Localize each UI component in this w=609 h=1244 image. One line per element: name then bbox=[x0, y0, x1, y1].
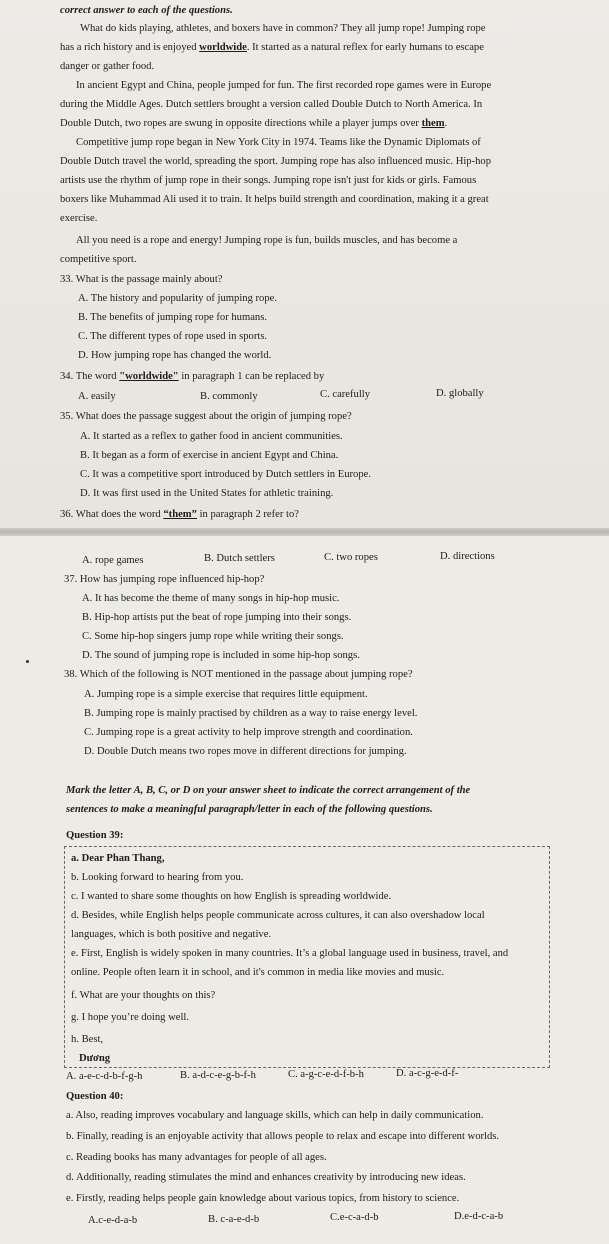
option-c[interactable]: C. The different types of rope used in sports. bbox=[78, 331, 268, 342]
question-36-stem: 36. What does the word “them” in paragraph 2 refer to? bbox=[60, 509, 299, 520]
sentence-a: a. Also, reading improves vocabulary and language skills, which can help in daily communication. bbox=[66, 1110, 484, 1121]
option-d[interactable]: D. Double Dutch means two ropes move in different directions for jumping. bbox=[84, 746, 407, 757]
pen-dot-mark bbox=[26, 660, 29, 663]
letter-item-d-line1: d. Besides, while English helps people communicate across cultures, it can also overshadow local bbox=[71, 910, 485, 921]
option-a[interactable]: A. easily bbox=[78, 391, 116, 402]
instruction-tail: correct answer to each of the questions. bbox=[60, 5, 233, 16]
passage-p2-line1: In ancient Egypt and China, people jumped for fun. The first recorded rope games were in Europe bbox=[76, 80, 492, 91]
passage-p2-line2: during the Middle Ages. Dutch settlers brought a version called Double Dutch to North America. In bbox=[60, 99, 483, 110]
option-d[interactable]: D. How jumping rope has changed the world. bbox=[78, 350, 272, 361]
question-39-letter-box bbox=[64, 846, 550, 1068]
option-b[interactable]: B. commonly bbox=[200, 391, 258, 402]
option-d[interactable]: D. It was first used in the United States for athletic training. bbox=[80, 488, 334, 499]
option-c[interactable]: C. carefully bbox=[320, 389, 371, 400]
sentence-c: c. Reading books has many advantages for people of all ages. bbox=[66, 1152, 327, 1163]
letter-item-f: f. What are your thoughts on this? bbox=[71, 990, 216, 1001]
option-b[interactable]: B. Jumping rope is mainly practised by children as a way to raise energy level. bbox=[84, 708, 418, 719]
question-stem: 37. How has jumping rope influenced hip-hop? bbox=[64, 574, 265, 585]
passage-p3-line1: Competitive jump rope began in New York City in 1974. Teams like the Dynamic Diplomats of bbox=[76, 137, 481, 148]
question-stem: 33. What is the passage mainly about? bbox=[60, 274, 223, 285]
sentence-e: e. Firstly, reading helps people gain knowledge about various topics, from history to science. bbox=[66, 1193, 460, 1204]
passage-p4-line1: All you need is a rope and energy! Jumping rope is fun, builds muscles, and has become a bbox=[76, 235, 458, 246]
question-40-title: Question 40: bbox=[66, 1091, 124, 1102]
passage-p2-line3: Double Dutch, two ropes are swung in opposite directions while a player jumps over them. bbox=[60, 118, 448, 129]
option-b[interactable]: B. It began as a form of exercise in ancient Egypt and China. bbox=[80, 450, 339, 461]
option-d[interactable]: D. The sound of jumping rope is included in some hip-hop songs. bbox=[82, 650, 360, 661]
option-d[interactable]: D. directions bbox=[440, 551, 495, 562]
option-d[interactable]: D. globally bbox=[436, 388, 484, 399]
passage-p1-line1: What do kids playing, athletes, and boxers have in common? They all jump rope! Jumping rope bbox=[80, 23, 486, 34]
letter-item-d-line2: languages, which is both positive and negative. bbox=[71, 929, 272, 940]
letter-item-a: a. Dear Phan Thang, bbox=[71, 853, 165, 864]
option-a[interactable]: A. Jumping rope is a simple exercise that requires little equipment. bbox=[84, 689, 368, 700]
question-stem: 38. Which of the following is NOT mentioned in the passage about jumping rope? bbox=[64, 669, 413, 680]
option-a[interactable]: A. It started as a reflex to gather food in ancient communities. bbox=[80, 431, 343, 442]
option-a[interactable]: A. The history and popularity of jumping rope. bbox=[78, 293, 277, 304]
passage-p3-line3: artists use the rhythm of jump rope in their songs. Jumping rope isn't just for kids or girls. Famous bbox=[60, 175, 477, 186]
option-c[interactable]: C. two ropes bbox=[324, 552, 378, 563]
option-b[interactable]: B. Dutch settlers bbox=[204, 553, 275, 564]
highlighted-word-them: them bbox=[421, 118, 445, 129]
passage-p3-line4: boxers like Muhammad Ali used it to train. It helps build strength and coordination, making it a great bbox=[60, 194, 489, 205]
section-instruction-line2: sentences to make a meaningful paragraph/letter in each of the following questions. bbox=[66, 804, 433, 815]
letter-item-e-line1: e. First, English is widely spoken in many countries. It’s a global language used in business, travel, and bbox=[71, 948, 509, 959]
passage-p3-line2: Double Dutch travel the world, spreading the sport. Jumping rope has also influenced music. Hip-hop bbox=[60, 156, 492, 167]
question-39-title: Question 39: bbox=[66, 830, 124, 841]
sentence-d: d. Additionally, reading stimulates the mind and enhances creativity by introducing new ideas. bbox=[66, 1172, 466, 1183]
option-c[interactable]: C. Some hip-hop singers jump rope while writing their songs. bbox=[82, 631, 344, 642]
option-b[interactable]: B. c-a-e-d-b bbox=[208, 1214, 260, 1225]
option-d[interactable]: D.e-d-c-a-b bbox=[454, 1211, 504, 1222]
letter-signature: Dương bbox=[79, 1053, 111, 1064]
passage-p1-line2: has a rich history and is enjoyed worldwide. It started as a natural reflex for early humans to escape bbox=[60, 42, 484, 53]
highlighted-word-worldwide: worldwide bbox=[199, 42, 247, 53]
passage-p1-line3: danger or gather food. bbox=[60, 61, 155, 72]
sentence-b: b. Finally, reading is an enjoyable activity that allows people to relax and escape into different worlds. bbox=[66, 1131, 500, 1142]
option-d[interactable]: D. a-c-g-e-d-f- bbox=[396, 1068, 459, 1079]
letter-item-c: c. I wanted to share some thoughts on how English is spreading worldwide. bbox=[71, 891, 392, 902]
option-c[interactable]: C. It was a competitive sport introduced by Dutch settlers in Europe. bbox=[80, 469, 371, 480]
section-instruction-line1: Mark the letter A, B, C, or D on your answer sheet to indicate the correct arrangement of the bbox=[66, 785, 471, 796]
option-a[interactable]: A. a-e-c-d-b-f-g-h bbox=[66, 1071, 143, 1082]
option-a[interactable]: A. It has become the theme of many songs in hip-hop music. bbox=[82, 593, 340, 604]
letter-item-g: g. I hope you’re doing well. bbox=[71, 1012, 189, 1023]
passage-p4-line2: competitive sport. bbox=[60, 254, 137, 265]
question-stem: 35. What does the passage suggest about the origin of jumping rope? bbox=[60, 411, 352, 422]
option-b[interactable]: B. The benefits of jumping rope for humans. bbox=[78, 312, 267, 323]
option-b[interactable]: B. Hip-hop artists put the beat of rope jumping into their songs. bbox=[82, 612, 352, 623]
option-b[interactable]: B. a-d-c-e-g-b-f-h bbox=[180, 1070, 256, 1081]
option-c[interactable]: C.e-c-a-d-b bbox=[330, 1212, 379, 1223]
option-a[interactable]: A. rope games bbox=[82, 555, 144, 566]
passage-p3-line5: exercise. bbox=[60, 213, 98, 224]
letter-item-h: h. Best, bbox=[71, 1034, 104, 1045]
option-c[interactable]: C. Jumping rope is a great activity to help improve strength and coordination. bbox=[84, 727, 413, 738]
option-a[interactable]: A.c-e-d-a-b bbox=[88, 1215, 138, 1226]
worksheet-top-sheet bbox=[0, 0, 609, 530]
option-c[interactable]: C. a-g-c-e-d-f-b-h bbox=[288, 1069, 364, 1080]
letter-item-b: b. Looking forward to hearing from you. bbox=[71, 872, 244, 883]
letter-item-e-line2: online. People often learn it in school, and it's common in media like movies and music. bbox=[71, 967, 445, 978]
question-stem: 34. The word "worldwide" in paragraph 1 can be replaced by bbox=[60, 371, 325, 382]
